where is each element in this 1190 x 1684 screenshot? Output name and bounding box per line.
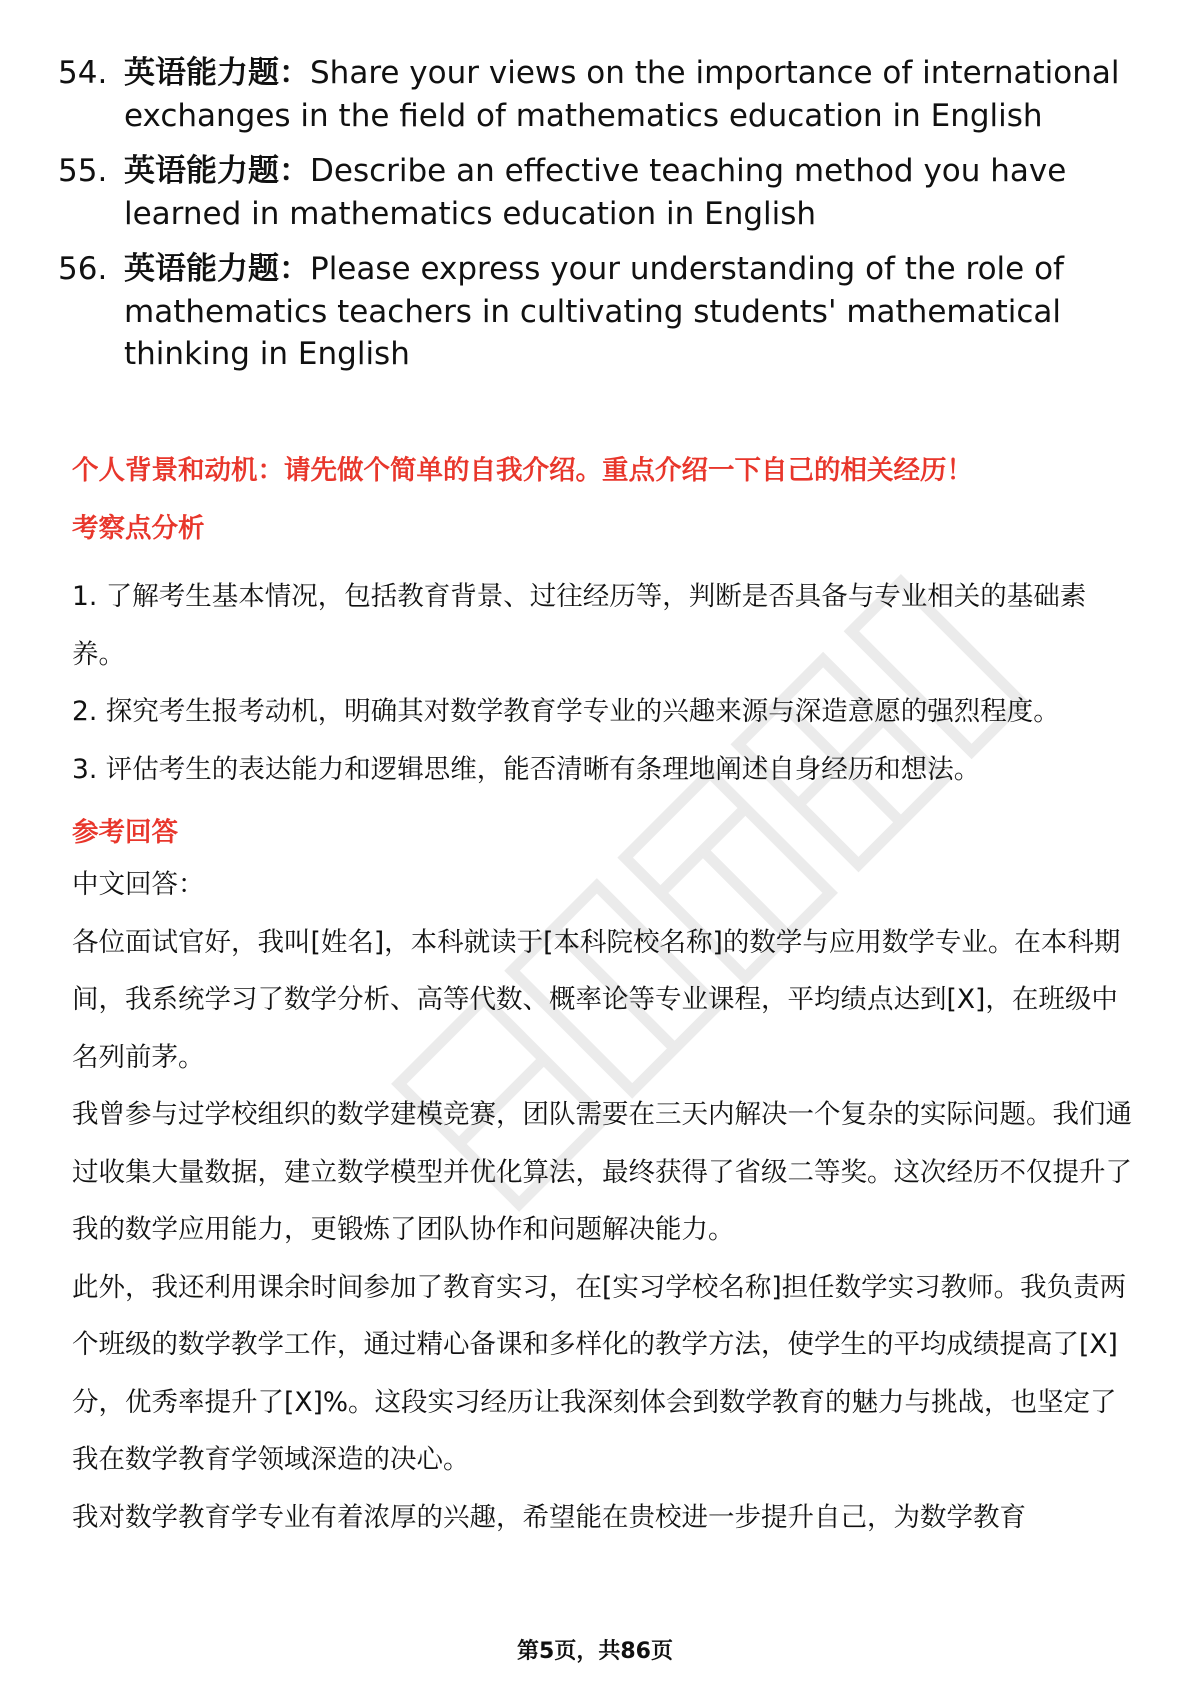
question-list <box>58 52 1138 389</box>
question-text: Describe an effective teaching method you have learned in mathematics education in English <box>124 153 1067 232</box>
question-text: Share your views on the importance of international exchanges in the field of mathematics education in English <box>124 55 1120 134</box>
answer-label: 中文回答： <box>72 869 205 900</box>
question-number: 55. <box>58 153 108 189</box>
question-body <box>124 150 1124 235</box>
question-item <box>58 150 1138 235</box>
answer-paragraph: 此外，我还利用课余时间参加了教育实习，在[实习学校名称]担任数学实习教师。我负责两个班级的数学教学工作，通过精心备课和多样化的教学方法，使学生的平均成绩提高了[X]分，优秀率提升了[X]%。这段实习经历让我深刻体会到数学教育的魅力与挑战，也坚定了我在数学教育学领域深造的决心。 <box>72 1271 1127 1475</box>
question-tag: 英语能力题： <box>124 153 310 189</box>
analysis-point: 1. 了解考生基本情况，包括教育背景、过往经历等，判断是否具备与专业相关的基础素养。 <box>72 581 1087 670</box>
page-number: 第5页，共86页 <box>517 1639 673 1664</box>
analysis-heading: 考察点分析 <box>72 513 205 544</box>
question-body <box>124 52 1124 137</box>
question-tag: 英语能力题： <box>124 55 310 91</box>
question-tag: 英语能力题： <box>124 251 310 287</box>
intro-question-heading: 个人背景和动机：请先做个简单的自我介绍。重点介绍一下自己的相关经历！ <box>72 455 973 486</box>
analysis-point: 2. 探究考生报考动机，明确其对数学教育学专业的兴趣来源与深造意愿的强烈程度。 <box>72 696 1060 727</box>
question-body <box>124 248 1124 376</box>
question-text: Please express your understanding of the role of mathematics teachers in cultivating students' mathematical thinking in English <box>124 251 1064 372</box>
main-content <box>72 452 1132 1546</box>
answer-paragraph: 我曾参与过学校组织的数学建模竞赛，团队需要在三天内解决一个复杂的实际问题。我们通过收集大量数据，建立数学模型并优化算法，最终获得了省级二等奖。这次经历不仅提升了我的数学应用能力，更锻炼了团队协作和问题解决能力。 <box>72 1099 1132 1245</box>
question-number: 54. <box>58 55 108 91</box>
question-item <box>58 52 1138 137</box>
analysis-point: 3. 评估考生的表达能力和逻辑思维，能否清晰有条理地阐述自身经历和想法。 <box>72 753 981 785</box>
question-item <box>58 248 1138 376</box>
answer-heading: 参考回答 <box>72 817 178 848</box>
answer-paragraph: 各位面试官好，我叫[姓名]，本科就读于[本科院校名称]的数学与应用数学专业。在本科期间，我系统学习了数学分析、高等代数、概率论等专业课程，平均绩点达到[X]，在班级中名列前茅。 <box>72 926 1121 1073</box>
question-number: 56. <box>58 251 108 287</box>
answer-paragraph: 我对数学教育学专业有着浓厚的兴趣，希望能在贵校进一步提升自己，为数学教育 <box>72 1501 1026 1533</box>
